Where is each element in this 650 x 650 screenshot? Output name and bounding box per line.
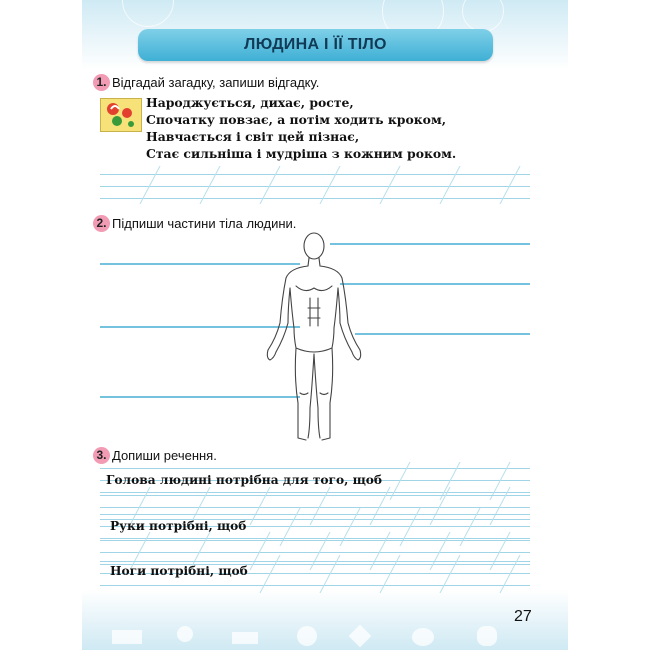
footer-decoration xyxy=(82,620,568,650)
task-2-instruction: Підпиши частини тіла людини. xyxy=(112,216,297,231)
riddle-line: Навчається і світ цей пізнає, xyxy=(146,129,360,144)
sentence-legs: Ноги потрібні, щоб xyxy=(110,564,248,578)
title-banner xyxy=(138,29,493,61)
riddle-line: Народжується, дихає, росте, xyxy=(146,95,354,110)
label-line-right-3[interactable] xyxy=(355,333,530,335)
page-title: ЛЮДИНА І ЇЇ ТІЛО xyxy=(244,36,387,53)
answer-writing-lines-1[interactable] xyxy=(100,166,530,204)
sentence-hands: Руки потрібні, щоб xyxy=(110,519,247,533)
riddle-line: Стає сильніша і мудріша з кожним роком. xyxy=(146,146,457,161)
riddle-icon xyxy=(100,98,142,132)
task-3-instruction: Допиши речення. xyxy=(112,448,217,463)
sentence-head: Голова людині потрібна для того, щоб xyxy=(106,473,383,487)
human-body-figure xyxy=(260,228,370,448)
task-number-3: 3. xyxy=(93,447,110,464)
riddle-line: Спочатку повзає, а потім ходить кроком, xyxy=(146,112,447,127)
task-number-1: 1. xyxy=(93,74,110,91)
riddle-text xyxy=(146,94,456,162)
page-number: 27 xyxy=(514,608,532,625)
task-number-2: 2. xyxy=(93,215,110,232)
task-1-instruction: Відгадай загадку, запиши відгадку. xyxy=(112,75,320,90)
